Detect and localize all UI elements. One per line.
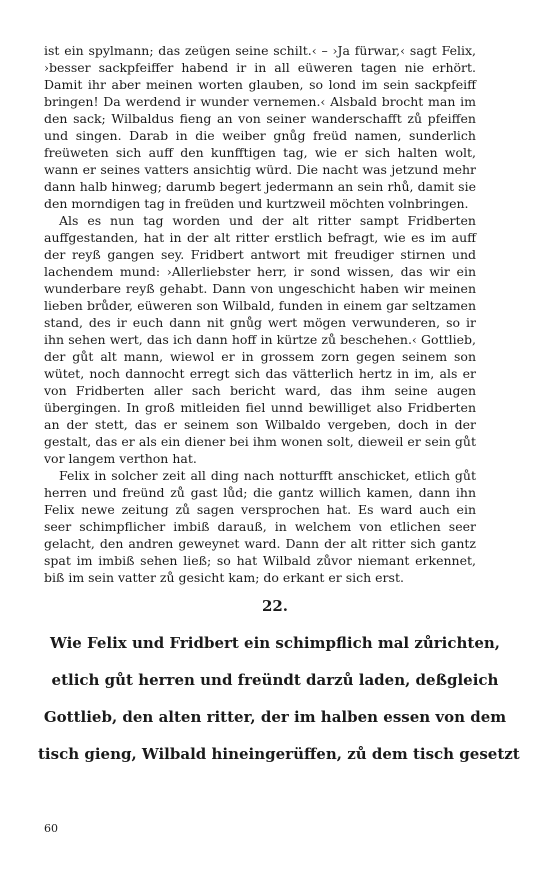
body-text xyxy=(44,42,476,586)
page-number: 60 xyxy=(44,822,58,835)
chapter-heading xyxy=(38,625,520,773)
paragraph-3: Felix in solcher zeit all ding nach notturfft anschicket, etlich gůt herren und freünd zů gast lůd; die gantz willich kamen, dann ihn Felix newe zeitung zů sagen versprochen hat. Es ward auch ein seer schimpflicher imbiß darauß, in welchem von etlichen seer gelacht, den andren geweynet ward. Dann der alt ritter sich gantz spat im imbiß sehen ließ; so hat Wilbald zůvor niemant erkennet, biß im sein vatter zů gesicht kam; do erkant er sich erst. xyxy=(44,468,476,585)
chapter-heading-line-2: etlich gůt herren und freündt darzů laden, deßgleich xyxy=(51,671,499,689)
chapter-number: 22. xyxy=(261,597,289,615)
chapter-heading-line-3: Gottlieb, den alten ritter, der im halben essen von dem xyxy=(43,708,507,726)
paragraph-1: ist ein spylmann; das zeügen seine schilt.‹ – ›Ja fürwar,‹ sagt Felix, ›besser sackpfeiffer habend ir in all eüweren tagen nie erhört. Damit ihr aber meinen worten glauben, so lond im sein sackpfeiff bringen! Da werdend ir wunder vernemen.‹ Alsbald brocht man im den sack; Wilbaldus fieng an von seiner wanderschafft zů pfeiffen und singen. Darab in die weiber gnůg freüd namen, sunderlich freüweten sich auff den kunfftigen tag, wie er sich halten wolt, wann er seines vatters ansichtig würd. Die nacht was jetzund mehr dann halb hinweg; darumb begert jedermann an sein rhů, damit sie den morndigen tag in freüden und kurtzweil möchten volnbringen. xyxy=(44,43,476,211)
chapter-heading-line-4: tisch gieng, Wilbald hineingerüffen, zů dem tisch gesetzt xyxy=(38,745,520,763)
paragraph-2: Als es nun tag worden und der alt ritter sampt Fridberten auffgestanden, hat in der alt ritter erstlich befragt, wie es im auff der reyß gangen sey. Fridbert antwort mit freudiger stirnen und lachendem mund: ›Allerliebster herr, ir sond wissen, das wir ein wunderbare reyß gehabt. Dann von ungeschicht haben wir meinen lieben brůder, eüweren son Wilbald, funden in einem gar seltzamen stand, des ir euch dann nit gnůg wert mögen verwunderen, so ir ihn sehen wert, das ich dann hoff in kürtze zů beschehen.‹ Gottlieb, der gůt alt mann, wiewol er in grossem zorn gegen seinem son wütet, noch dannocht erregt sich das vätterlich hertz in im, als er von Fridberten aller sach bericht ward, das ihm seine augen übergingen. In groß mitleiden fiel unnd bewilliget also Fridberten an der stett, das er seinem son Wilbaldo vergeben, doch in der gestalt, das er als ein diener bei ihm wonen solt, dieweil er sein gůt vor langem verthon hat. xyxy=(44,213,476,466)
chapter-heading-line-1: Wie Felix und Fridbert ein schimpflich mal zůrichten, xyxy=(49,634,500,652)
